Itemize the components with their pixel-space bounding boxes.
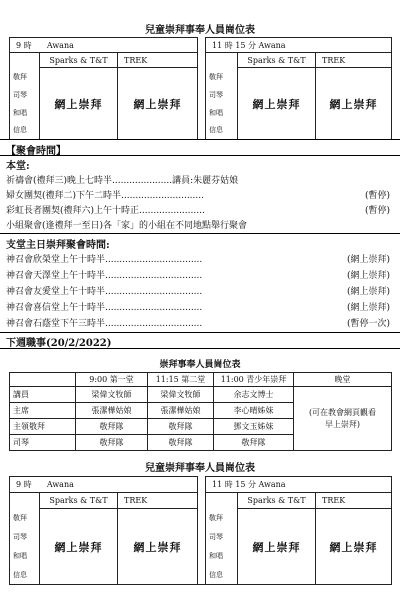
role-message: 信息 bbox=[206, 566, 238, 585]
col-sparks: Sparks & T&T bbox=[238, 493, 316, 509]
col-trek: TREK bbox=[118, 53, 198, 68]
main-hall-title: 本堂: bbox=[6, 161, 30, 172]
roster-title: 兒童崇拜事奉人員崗位表 bbox=[145, 463, 255, 474]
branch-item: 神召會天澤堂上午十時半.................................. (網上崇拜) bbox=[6, 271, 390, 281]
children-roster-table bbox=[9, 37, 392, 140]
role-piano: 司琴 bbox=[206, 86, 238, 104]
role-worship: 敬拜 bbox=[10, 509, 40, 528]
main-hall-item: 小組聚會(逢禮拜一至日)各「家」的小組在不同地點舉行聚會 bbox=[6, 221, 248, 231]
staff-cell: 張潔樺姑娘 bbox=[76, 403, 148, 419]
divider bbox=[0, 332, 400, 333]
main-hall-item: 祈禱會(禮拜三)晚上七時半.....................講員:朱麗芬姑娘 bbox=[6, 176, 239, 186]
main-hall-item: 婦女團契(禮拜二)下午二時半............................. (暫停) bbox=[6, 191, 390, 201]
divider bbox=[0, 233, 400, 234]
right-session-header: 11 時 15 分 Awana bbox=[206, 38, 392, 53]
role-chorus: 和唱 bbox=[10, 547, 40, 566]
staff-title: 崇拜事奉人員崗位表 bbox=[159, 360, 241, 370]
staff-role: 主領敬拜 bbox=[10, 419, 76, 435]
staff-cell: 敬拜隊 bbox=[148, 435, 214, 451]
online-worship: 網上崇拜 bbox=[316, 509, 392, 585]
role-worship: 敬拜 bbox=[10, 68, 40, 86]
online-worship: 網上崇拜 bbox=[118, 68, 198, 140]
staff-cell: 敬拜隊 bbox=[148, 419, 214, 435]
divider bbox=[0, 139, 400, 140]
evening-note: (可在教會網頁觀看早上崇拜) bbox=[294, 387, 392, 451]
divider bbox=[0, 155, 400, 156]
staff-header: 9:00 第一堂 bbox=[76, 373, 148, 387]
role-message: 信息 bbox=[206, 122, 238, 140]
online-worship: 網上崇拜 bbox=[238, 509, 316, 585]
branch-item: 神召會欣榮堂上午十時半.................................. (網上崇拜) bbox=[6, 255, 390, 265]
left-session-header: 9 時 Awana bbox=[10, 38, 198, 53]
staff-cell: 張潔樺姑娘 bbox=[148, 403, 214, 419]
staff-cell: 敬拜隊 bbox=[76, 419, 148, 435]
role-chorus: 和唱 bbox=[10, 104, 40, 122]
col-trek: TREK bbox=[316, 53, 392, 68]
staff-cell: 梁偉文牧師 bbox=[148, 387, 214, 403]
branch-item: 神召會喜信堂上午十時半.................................. (網上崇拜) bbox=[6, 303, 390, 313]
staff-header: 11:15 第二堂 bbox=[148, 373, 214, 387]
roster-title: 兒童崇拜事奉人員崗位表 bbox=[145, 25, 255, 36]
col-trek: TREK bbox=[118, 493, 198, 509]
online-worship: 網上崇拜 bbox=[316, 68, 392, 140]
staff-header: 晚堂 bbox=[294, 373, 392, 387]
right-session-header: 11 時 15 分 Awana bbox=[206, 477, 392, 493]
branch-item: 神召會友愛堂上午十時半.................................. (網上崇拜) bbox=[6, 287, 390, 297]
online-worship: 網上崇拜 bbox=[40, 68, 118, 140]
branch-title: 支堂主日崇拜聚會時間: bbox=[6, 240, 110, 251]
col-sparks: Sparks & T&T bbox=[40, 53, 118, 68]
staff-role: 主席 bbox=[10, 403, 76, 419]
staff-header: 11:00 青少年崇拜 bbox=[214, 373, 294, 387]
branch-item: 神召會石蔭堂下午三時半.................................. (暫停一次) bbox=[6, 319, 390, 329]
children-roster-table bbox=[9, 476, 392, 585]
divider bbox=[0, 348, 400, 349]
role-piano: 司琴 bbox=[10, 528, 40, 547]
staff-cell: 鄧文玉姊妹 bbox=[214, 419, 294, 435]
role-worship: 敬拜 bbox=[206, 68, 238, 86]
staff-cell: 敬拜隊 bbox=[76, 435, 148, 451]
online-worship: 網上崇拜 bbox=[118, 509, 198, 585]
col-sparks: Sparks & T&T bbox=[40, 493, 118, 509]
staff-cell: 敬拜隊 bbox=[214, 435, 294, 451]
staff-table bbox=[9, 372, 392, 451]
col-sparks: Sparks & T&T bbox=[238, 53, 316, 68]
col-trek: TREK bbox=[316, 493, 392, 509]
left-session-header: 9 時 Awana bbox=[10, 477, 198, 493]
staff-cell: 余志文博士 bbox=[214, 387, 294, 403]
staff-role: 司琴 bbox=[10, 435, 76, 451]
role-piano: 司琴 bbox=[206, 528, 238, 547]
staff-cell: 李心晴姊妹 bbox=[214, 403, 294, 419]
staff-header bbox=[10, 373, 76, 387]
role-message: 信息 bbox=[10, 122, 40, 140]
role-chorus: 和唱 bbox=[206, 104, 238, 122]
role-worship: 敬拜 bbox=[206, 509, 238, 528]
staff-role: 講員 bbox=[10, 387, 76, 403]
gatherings-title: 【聚會時間】 bbox=[6, 146, 66, 157]
online-worship: 網上崇拜 bbox=[40, 509, 118, 585]
online-worship: 網上崇拜 bbox=[238, 68, 316, 140]
next-week-title: 下週職事(20/2/2022) bbox=[6, 338, 112, 349]
main-hall-item: 彩虹長者團契(禮拜六)上午十時正....................... (暫停) bbox=[6, 206, 390, 216]
staff-cell: 梁偉文牧師 bbox=[76, 387, 148, 403]
role-piano: 司琴 bbox=[10, 86, 40, 104]
role-chorus: 和唱 bbox=[206, 547, 238, 566]
role-message: 信息 bbox=[10, 566, 40, 585]
